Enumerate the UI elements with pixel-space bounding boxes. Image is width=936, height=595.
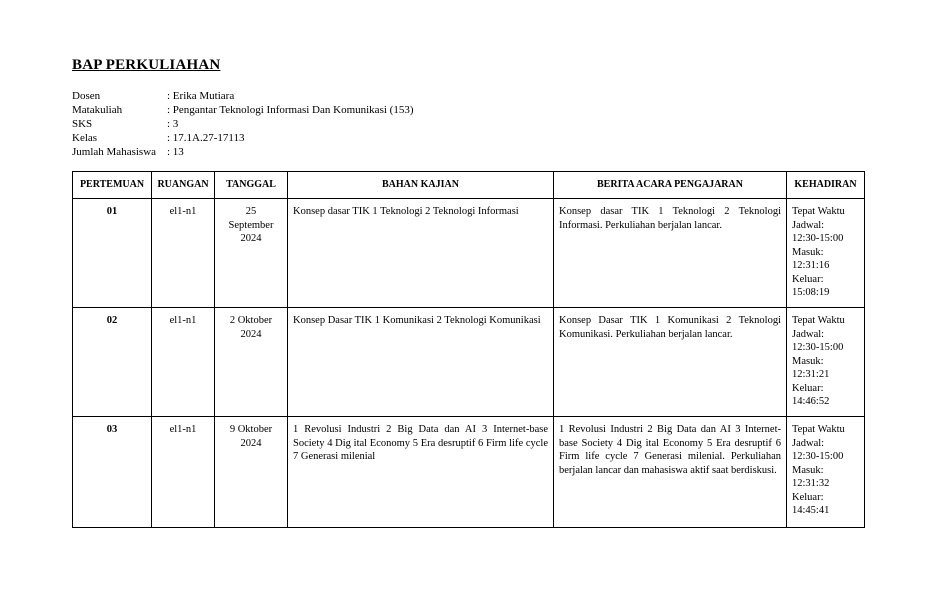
header-bahan-kajian: BAHAN KAJIAN [288, 172, 554, 199]
kehadiran-keluar-label: Keluar: [792, 382, 824, 394]
table-row [73, 308, 865, 417]
kehadiran-masuk: 12:31:16 [792, 260, 830, 271]
info-row-matakuliah [72, 103, 413, 117]
info-value: : Erika Mutiara [167, 90, 235, 102]
info-label: SKS [72, 118, 93, 130]
cell-kehadiran [787, 417, 865, 528]
info-row-sks [72, 117, 413, 131]
kehadiran-status: Tepat Waktu [792, 424, 845, 435]
cell-bahan-kajian: 1 Revolusi Industri 2 Big Data dan AI 3 Internet-base Society 4 Dig ital Economy 5 Era desruptif 6 Firm life cycle 7 Generasi milenial [288, 417, 554, 528]
info-label: Matakuliah [72, 104, 123, 116]
course-info [72, 89, 413, 159]
page-title: BAP PERKULIAHAN [72, 57, 221, 73]
info-row-dosen [72, 89, 413, 103]
info-label: Kelas [72, 132, 98, 144]
header-ruangan: RUANGAN [152, 172, 215, 199]
info-value: : Pengantar Teknologi Informasi Dan Komunikasi (153) [167, 104, 414, 116]
kehadiran-masuk-label: Masuk: [792, 355, 824, 367]
kehadiran-jadwal-label: Jadwal: [792, 437, 825, 449]
cell-kehadiran [787, 308, 865, 417]
cell-berita-acara: 1 Revolusi Industri 2 Big Data dan AI 3 Internet-base Society 4 Dig ital Economy 5 Era desruptif 6 Firm life cycle 7 Generasi milenial. Perkuliahan berjalan lancar dan mahasiswa aktif saat berdiskusi. [554, 417, 787, 528]
cell-bahan-kajian: Konsep dasar TIK 1 Teknologi 2 Teknologi Informasi [288, 199, 554, 308]
cell-tanggal [215, 308, 288, 417]
cell-bahan-kajian: Konsep Dasar TIK 1 Komunikasi 2 Teknologi Komunikasi [288, 308, 554, 417]
tanggal-line: 2 Oktober [229, 315, 273, 326]
header-pertemuan: PERTEMUAN [73, 172, 152, 199]
cell-pertemuan: 03 [73, 417, 152, 528]
kehadiran-keluar: 15:08:19 [792, 287, 830, 298]
kehadiran-jadwal: 12:30-15:00 [792, 451, 844, 462]
header-tanggal: TANGGAL [215, 172, 288, 199]
cell-ruangan: el1-n1 [152, 308, 215, 417]
table-header-row [73, 172, 865, 199]
kehadiran-keluar-label: Keluar: [792, 273, 824, 285]
cell-berita-acara: Konsep Dasar TIK 1 Komunikasi 2 Teknologi Komunikasi. Perkuliahan berjalan lancar. [554, 308, 787, 417]
info-row-kelas [72, 131, 413, 145]
info-value: : 13 [167, 146, 184, 158]
cell-kehadiran [787, 199, 865, 308]
kehadiran-masuk: 12:31:21 [792, 369, 830, 380]
cell-pertemuan: 01 [73, 199, 152, 308]
kehadiran-masuk-label: Masuk: [792, 246, 824, 258]
cell-ruangan: el1-n1 [152, 199, 215, 308]
info-value: : 17.1A.27-17113 [167, 132, 245, 144]
cell-tanggal [215, 417, 288, 528]
kehadiran-jadwal-label: Jadwal: [792, 219, 825, 231]
cell-pertemuan: 02 [73, 308, 152, 417]
table-row [73, 199, 865, 308]
info-label: Jumlah Mahasiswa [72, 146, 157, 158]
kehadiran-jadwal: 12:30-15:00 [792, 342, 844, 353]
info-label: Dosen [72, 90, 101, 102]
kehadiran-keluar: 14:46:52 [792, 396, 830, 407]
cell-ruangan: el1-n1 [152, 417, 215, 528]
tanggal-line: 2024 [240, 437, 262, 449]
info-value: : 3 [167, 118, 179, 130]
tanggal-line: 25 [245, 206, 257, 217]
bap-table [72, 171, 865, 528]
kehadiran-status: Tepat Waktu [792, 315, 845, 326]
tanggal-line: September [228, 219, 274, 231]
kehadiran-keluar: 14:45:41 [792, 505, 830, 516]
header-kehadiran: KEHADIRAN [787, 172, 865, 199]
info-row-jumlah-mahasiswa [72, 145, 413, 159]
tanggal-line: 2024 [240, 328, 262, 340]
tanggal-line: 9 Oktober [229, 424, 273, 435]
kehadiran-jadwal: 12:30-15:00 [792, 233, 844, 244]
kehadiran-jadwal-label: Jadwal: [792, 328, 825, 340]
kehadiran-status: Tepat Waktu [792, 206, 845, 217]
header-berita-acara: BERITA ACARA PENGAJARAN [554, 172, 787, 199]
kehadiran-keluar-label: Keluar: [792, 491, 824, 503]
cell-berita-acara: Konsep dasar TIK 1 Teknologi 2 Teknologi Informasi. Perkuliahan berjalan lancar. [554, 199, 787, 308]
kehadiran-masuk-label: Masuk: [792, 464, 824, 476]
table-row [73, 417, 865, 528]
kehadiran-masuk: 12:31:32 [792, 478, 830, 489]
tanggal-line: 2024 [240, 233, 262, 244]
cell-tanggal [215, 199, 288, 308]
